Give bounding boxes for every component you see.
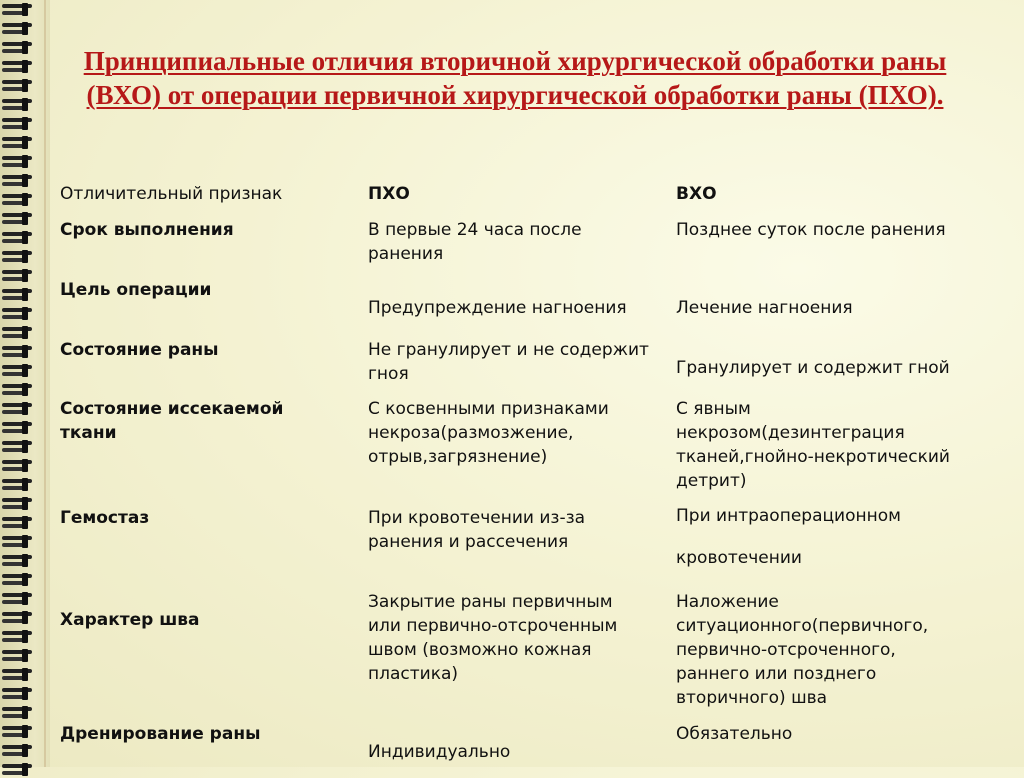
row-vho: С явным некрозом(дезинтеграция тканей,гнойно-некротический детрит): [676, 399, 950, 491]
binding-ring: [2, 344, 36, 360]
binding-ring: [2, 458, 36, 474]
row-vho: Наложение ситуационного(первичного, первично-отсроченного, раннего или позднего вторичного) шва: [676, 592, 929, 708]
row-vho: Обязательно: [676, 724, 793, 744]
binding-ring: [2, 439, 36, 455]
binding-ring: [2, 743, 36, 759]
row-feature: Гемостаз: [60, 508, 150, 528]
binding-ring: [2, 401, 36, 417]
binding-ring: [2, 268, 36, 284]
slide-title: Принципиальные отличия вторичной хирургической обработки раны (ВХО) от операции первичной хирургической обработки раны (ПХО).: [83, 46, 947, 110]
row-pho: Предупреждение нагноения: [368, 298, 627, 318]
row-vho: Гранулирует и содержит гной: [676, 358, 950, 378]
binding-ring: [2, 2, 36, 18]
row-pho: Индивидуально: [368, 742, 511, 762]
notebook-binding: [0, 0, 50, 767]
binding-ring: [2, 705, 36, 721]
binding-ring: [2, 173, 36, 189]
binding-ring: [2, 97, 36, 113]
row-vho: Позднее суток после ранения: [676, 220, 946, 240]
row-feature: Срок выполнения: [60, 220, 234, 240]
row-feature: Дренирование раны: [60, 724, 261, 744]
binding-ring: [2, 610, 36, 626]
binding-ring: [2, 382, 36, 398]
row-vho: Лечение нагноения: [676, 298, 853, 318]
binding-ring: [2, 591, 36, 607]
row-feature: Состояние иссекаемой ткани: [60, 399, 284, 443]
row-feature: Состояние раны: [60, 340, 219, 360]
binding-ring: [2, 667, 36, 683]
binding-ring: [2, 496, 36, 512]
binding-ring: [2, 249, 36, 265]
row-pho: В первые 24 часа после ранения: [368, 220, 582, 264]
binding-ring: [2, 515, 36, 531]
binding-ring: [2, 572, 36, 588]
binding-ring: [2, 553, 36, 569]
row-pho: При кровотечении из-за ранения и рассечения: [368, 508, 586, 552]
binding-ring: [2, 78, 36, 94]
row-feature: Цель операции: [60, 280, 212, 300]
binding-ring: [2, 116, 36, 132]
binding-ring: [2, 325, 36, 341]
row-feature: Характер шва: [60, 610, 200, 630]
binding-ring: [2, 420, 36, 436]
binding-ring: [2, 287, 36, 303]
binding-ring: [2, 534, 36, 550]
binding-ring: [2, 306, 36, 322]
header-vho: ВХО: [676, 184, 717, 204]
binding-ring: [2, 21, 36, 37]
binding-ring: [2, 724, 36, 740]
binding-ring: [2, 40, 36, 56]
binding-ring: [2, 192, 36, 208]
header-feature: Отличительный признак: [60, 184, 283, 204]
binding-ring: [2, 230, 36, 246]
row-pho: Не гранулирует и не содержит гноя: [368, 340, 649, 384]
header-pho: ПХО: [368, 184, 410, 204]
binding-ring: [2, 363, 36, 379]
binding-ring: [2, 477, 36, 493]
row-vho: При интраоперационном кровотечении: [676, 506, 901, 568]
binding-ring: [2, 686, 36, 702]
binding-ring: [2, 59, 36, 75]
row-pho: Закрытие раны первичным или первично-отсроченным швом (возможно кожная пластика): [368, 592, 618, 684]
binding-ring: [2, 154, 36, 170]
binding-ring: [2, 648, 36, 664]
binding-ring: [2, 135, 36, 151]
margin-line: [44, 0, 46, 767]
binding-ring: [2, 762, 36, 778]
row-pho: С косвенными признаками некроза(размозжение, отрыв,загрязнение): [368, 399, 609, 467]
binding-ring: [2, 211, 36, 227]
binding-ring: [2, 629, 36, 645]
